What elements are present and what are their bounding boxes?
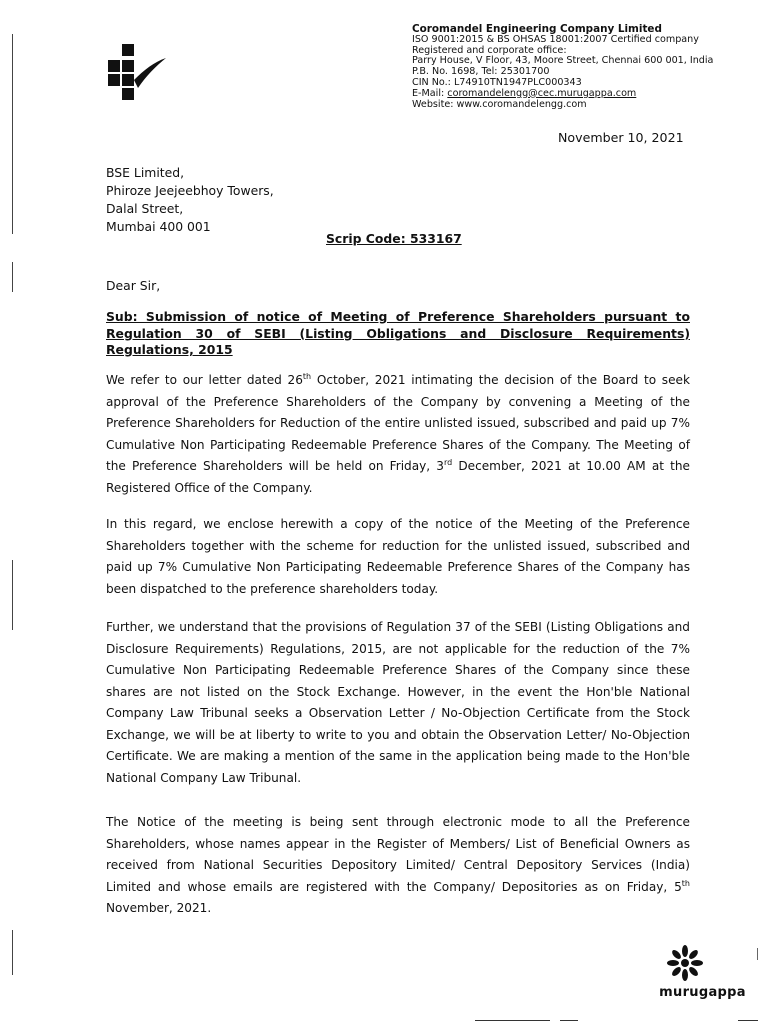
recipient-line: Phiroze Jeejeebhoy Towers, (106, 183, 274, 198)
body-paragraph-4: The Notice of the meeting is being sent through electronic mode to all the Preference Shareholders, whose names appear in the Register of Members/ List of Beneficial Owners as received from National Securities Depository Limited/ Central Depository Services (India) Limited and whose emails are registered with the Company/ Depositories as on Friday, 5th November, 2021. (106, 815, 690, 915)
scan-margin-line (12, 560, 13, 630)
body-paragraph-1: We refer to our letter dated 26th October, 2021 intimating the decision of the Board to seek approval of the Preference Shareholders of the Company by convening a Meeting of the Preference Shareholders for Reduction of the entire unlisted issued, subscribed and paid up 7% Cumulative Non Participating Redeemable Preference Shares of the Company. The Meeting of the Preference Shareholders will be held on Friday, 3rd December, 2021 at 10.00 AM at the Registered Office of the Company. (106, 371, 690, 495)
murugappa-logo-icon (655, 943, 750, 983)
recipient-line: BSE Limited, (106, 165, 185, 180)
scrip-code: Scrip Code: 533167 (326, 231, 462, 246)
scan-mark (738, 1020, 758, 1021)
office-label: Registered and corporate office: (412, 44, 567, 56)
address-line: Parry House, V Floor, 43, Moore Street, Chennai 600 001, India (412, 55, 714, 67)
scan-mark (560, 1020, 578, 1021)
recipient-line: Dalal Street, (106, 201, 184, 216)
subject-line: Sub: Submission of notice of Meeting of Preference Shareholders pursuant to Regulation 30 of SEBI (Listing Obligations and Disclosure Requirements) Regulations, 2015 (106, 309, 690, 357)
letterhead (412, 24, 757, 110)
scan-margin-line (12, 930, 13, 975)
group-logo (655, 943, 750, 1003)
recipient-address (106, 164, 274, 236)
company-name: Coromandel Engineering Company Limited (412, 23, 662, 35)
cec-logo-icon (104, 44, 166, 102)
scan-mark (475, 1020, 550, 1021)
group-logo-label: murugappa (659, 985, 746, 1000)
body-paragraph-3: Further, we understand that the provisions of Regulation 37 of the SEBI (Listing Obligations and Disclosure Requirements) Regulations, 2015, are not applicable for the reduction of the 7% Cumulative Non Participating Redeemable Preference Shares of the Company since these shares are not listed on the Stock Exchange. However, in the event the Hon'ble National Company Law Tribunal seeks a Observation Letter / No-Objection Certificate from the Stock Exchange, we will be at liberty to write to you and obtain the Observation Letter/ No-Objection Certificate. We are making a mention of the same in the application being made to the Hon'ble National Company Law Tribunal. (106, 620, 690, 785)
scan-margin-line (12, 262, 13, 292)
recipient-line: Mumbai 400 001 (106, 219, 211, 234)
po-tel: P.B. No. 1698, Tel: 25301700 (412, 66, 550, 78)
scan-mark (757, 948, 758, 960)
letter-date: November 10, 2021 (558, 130, 684, 145)
email-label: E-Mail: (412, 87, 448, 99)
scan-margin-line (12, 34, 13, 234)
email-link[interactable]: coromandelengg@cec.murugappa.com (447, 87, 637, 99)
salutation: Dear Sir, (106, 278, 161, 293)
cin: CIN No.: L74910TN1947PLC000343 (412, 76, 582, 88)
email-line (412, 89, 757, 100)
body-paragraph-2: In this regard, we enclose herewith a copy of the notice of the Meeting of the Preference Shareholders together with the scheme for reduction for the unlisted issued, subscribed and paid up 7% Cumulative Non Participating Redeemable Preference Shares of the Company has been dispatched to the preference shareholders today. (106, 517, 690, 596)
website[interactable]: Website: www.coromandelengg.com (412, 98, 587, 110)
certification: ISO 9001:2015 & BS OHSAS 18001:2007 Certified company (412, 33, 699, 45)
